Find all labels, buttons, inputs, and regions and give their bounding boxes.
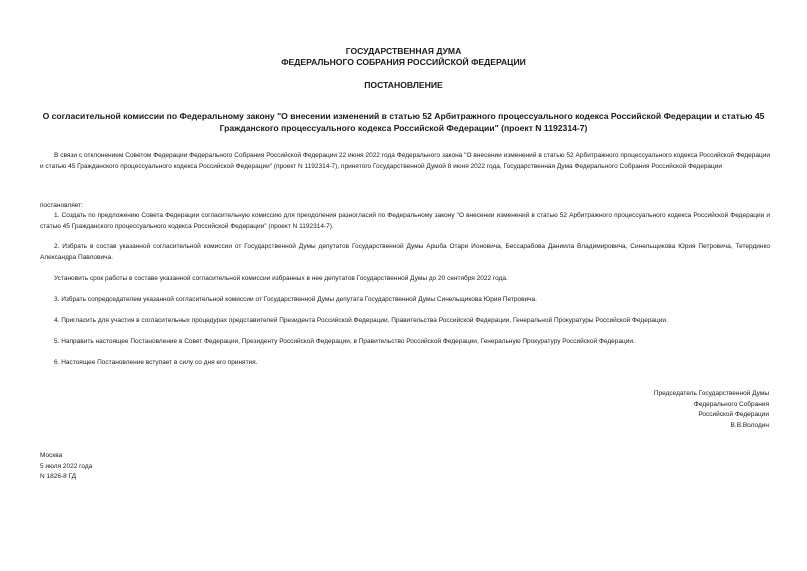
org-name-line2: ФЕДЕРАЛЬНОГО СОБРАНИЯ РОССИЙСКОЙ ФЕДЕРАЦИИ <box>281 57 526 67</box>
signatory-title-line3: Российской Федерации <box>698 411 769 418</box>
item-1-paragraph: 1. Создать по предложению Совета Федерации согласительную комиссию для преодоления разногласий по Федеральному закону "О внесении изменений в статью 52 Арбитражного процессуального кодекса Российской Федерации и статью 45 Гражданского процессуального кодекса Российской Федерации" (проект N 1192314-7). <box>40 212 770 230</box>
item-2-paragraph: 2. Избрать в состав указанной согласительной комиссии от Государственной Думы депутатов Государственной Думы Аршба Отари Ионовича, Бессарабова Даниила Владимировича, Синельщикова Юрия Петровича, Тетердинко Александра Павловича. <box>40 243 770 261</box>
document-type: ПОСТАНОВЛЕНИЕ <box>364 80 443 90</box>
footer-city: Москва <box>40 452 63 459</box>
org-name-line1: ГОСУДАРСТВЕННАЯ ДУМА <box>345 46 462 56</box>
signatory-title-line2: Федерального Собрания <box>693 400 769 408</box>
intro-paragraph: В связи с отклонением Советом Федерации Федерального Собрания Российской Федерации 22 июня 2022 года Федерального закона "О внесении изменений в статью 52 Арбитражного процессуального кодекса Российской Федерации и статью 45 Гражданского процессуального кодекса Российской Федерации" (проект N 1192314-7), принятого Государственной Думой 8 июня 2022 года, Государственная Дума Федерального Собрания Российской Федерации <box>40 152 770 170</box>
signatory-name: В.В.Володин <box>730 421 769 429</box>
signatory-title-line1: Председатель Государственной Думы <box>653 390 769 397</box>
document-title: О согласительной комиссии по Федеральному закону "О внесении изменений в статью 52 Арбитражного процессуального кодекса Российской Федерации и статью 45 Гражданского процессуального кодекса Российской Федерации" (проект N 1192314-7) <box>42 111 765 133</box>
term-paragraph: Установить срок работы в составе указанной согласительной комиссии избранных в нее депутатов Государственной Думы до 20 сентября 2022 года. <box>54 275 508 282</box>
decree-word: постановляет: <box>40 202 83 209</box>
item-6-paragraph: 6. Настоящее Постановление вступает в силу со дня его принятия. <box>54 359 258 366</box>
item-3-paragraph: 3. Избрать сопредседателем указанной согласительной комиссии от Государственной Думы депутата Государственной Думы Синельщикова Юрия Петровича. <box>54 296 537 303</box>
footer-date: 5 июля 2022 года <box>40 462 93 470</box>
footer-number: N 1826-8 ГД <box>40 473 77 480</box>
item-4-paragraph: 4. Пригласить для участия в согласительных процедурах представителей Президента Российской Федерации, Правительства Российской Федерации, Генеральной Прокуратуры Российской Федерации. <box>54 317 668 324</box>
signature-block <box>529 389 769 431</box>
item-5-paragraph: 5. Направить настоящее Постановление в Совет Федерации, Президенту Российской Федерации, в Правительство Российской Федерации, Генеральную Прокуратуру Российской Федерации. <box>54 338 635 345</box>
document-footer <box>40 451 92 483</box>
